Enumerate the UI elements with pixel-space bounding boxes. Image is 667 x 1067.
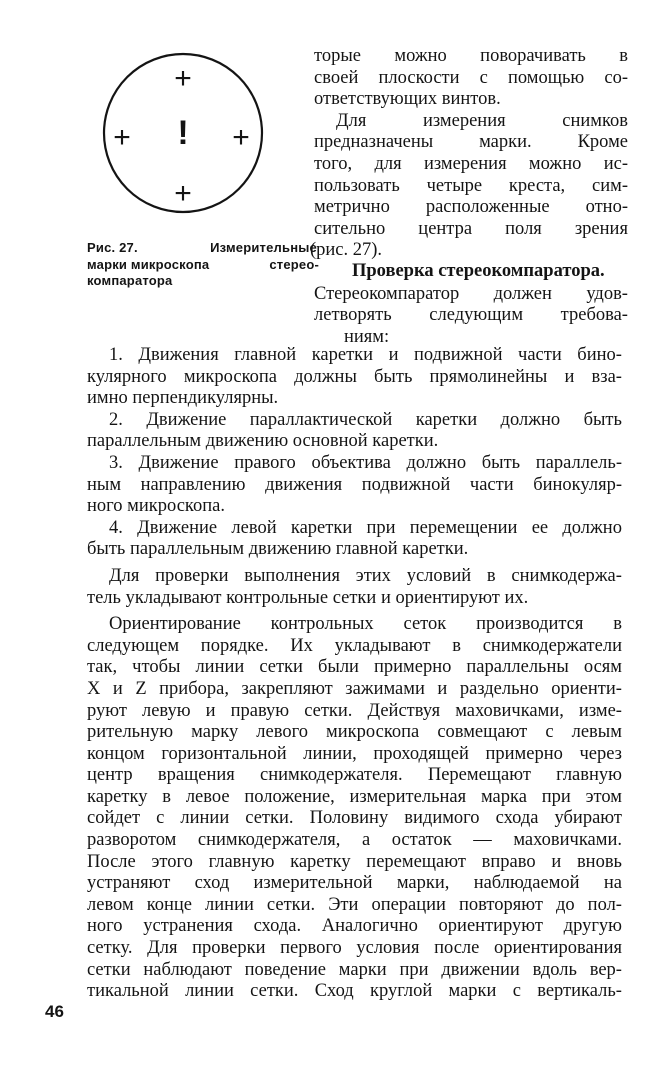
word: бино-: [577, 345, 622, 365]
word: подвижной: [414, 345, 503, 365]
word: тикальной: [87, 981, 169, 1002]
word: снимков: [562, 110, 628, 131]
word: 2.: [109, 409, 123, 430]
body-text-line: [87, 722, 622, 744]
word: можно: [528, 153, 582, 174]
word: снимкодержа-: [511, 565, 622, 586]
word: вращения: [157, 765, 235, 786]
word: этом: [585, 786, 622, 807]
word: левую: [141, 700, 191, 721]
word: проверки: [192, 938, 266, 959]
word: и: [112, 678, 123, 699]
word: при: [399, 959, 429, 980]
word: Движение: [146, 409, 227, 430]
word: микроскопа: [326, 722, 420, 743]
side-text-line: [314, 154, 628, 176]
word: измерительной: [253, 873, 373, 894]
word: вправо: [481, 851, 536, 872]
word: линии: [205, 894, 254, 915]
word: центра: [418, 218, 473, 239]
word: устраняют: [87, 873, 171, 894]
word: быть: [481, 452, 521, 473]
side-text-column: [310, 46, 628, 348]
word: руют: [87, 700, 127, 721]
word: условий: [406, 565, 472, 586]
word: помощью: [507, 67, 585, 88]
body-text-line: [87, 852, 622, 874]
word: подвижной: [361, 474, 451, 495]
word: требова-: [560, 305, 628, 326]
word: круглой: [369, 981, 433, 1002]
word: снимкодержатели: [482, 635, 622, 656]
word: и: [551, 851, 562, 872]
word: в: [452, 635, 461, 656]
word: Ориентирование: [109, 614, 241, 635]
word: линии: [180, 808, 230, 829]
word: метрично: [314, 197, 390, 218]
caption-line-2: [87, 257, 319, 274]
body-text-line: [87, 636, 622, 658]
word: изме-: [578, 700, 622, 721]
side-text-line: ответствующих винтов.: [314, 89, 501, 110]
word: Движения: [138, 345, 219, 365]
body-text-line: [87, 787, 622, 809]
cross-mark-left: +: [113, 121, 131, 154]
word: должно: [406, 452, 467, 473]
word: схода: [495, 808, 539, 829]
word: устранения: [143, 916, 233, 937]
word: центр: [87, 765, 133, 786]
body-text-line: [87, 657, 622, 679]
word: главную: [556, 765, 622, 786]
word: своей: [314, 67, 359, 88]
word: производится: [476, 614, 584, 635]
word: сетки: [259, 657, 303, 678]
side-text-line: ниям:: [344, 326, 390, 347]
word: со-: [604, 67, 628, 88]
word: конце: [146, 894, 193, 915]
word: ис-: [603, 153, 628, 174]
word: линии: [195, 657, 245, 678]
word: измерения: [423, 153, 507, 174]
body-text-line: [87, 410, 622, 432]
word: 3.: [109, 452, 123, 473]
side-text-line: [314, 305, 628, 327]
body-text-line: быть параллельным движению главной каретки.: [87, 539, 469, 560]
word: Стереокомпаратор: [314, 283, 460, 304]
word: ориентируют: [438, 916, 543, 937]
word: концом: [87, 743, 145, 764]
word: вертикаль-: [537, 981, 622, 1002]
word: этого: [151, 851, 193, 872]
word: ориенти-: [551, 678, 622, 699]
word: каретку: [87, 786, 148, 807]
word: каретки: [311, 345, 374, 365]
word: каретку: [290, 851, 351, 872]
body-text-line: тель укладывают контрольные сетки и ориентируют их.: [87, 587, 529, 608]
word: и: [388, 345, 399, 365]
body-text-line: [87, 367, 622, 389]
body-text-line: [87, 938, 622, 960]
body-text-line: [87, 566, 622, 588]
page-number: 46: [45, 1002, 64, 1021]
word: проверки: [155, 565, 229, 586]
word: быть: [583, 409, 622, 430]
word: Перемещают: [427, 765, 531, 786]
word: осям: [583, 657, 622, 678]
word: разворотом: [87, 830, 177, 851]
word: сетки.: [245, 808, 294, 829]
word: перемещают: [366, 851, 466, 872]
word: ее: [531, 517, 549, 538]
word: а: [361, 830, 371, 851]
word: порядке.: [200, 635, 269, 656]
word: линии,: [303, 743, 357, 764]
word: марки: [448, 981, 497, 1002]
word: измерения: [422, 110, 506, 131]
word: должны: [294, 366, 357, 387]
word: поведение: [244, 959, 327, 980]
word: для: [374, 153, 402, 174]
body-text-line: [87, 916, 622, 938]
word: микроскопа: [183, 366, 277, 387]
word: главной: [234, 345, 297, 365]
word: Z: [135, 678, 147, 699]
word: с: [479, 67, 488, 88]
side-text-line: (рис. 27).: [310, 240, 383, 261]
word: с: [512, 981, 521, 1002]
word: горизонтальной: [161, 743, 287, 764]
word: операции: [371, 894, 446, 915]
body-text-line: [87, 765, 622, 787]
word: первого: [280, 938, 342, 959]
word: маховичками,: [455, 700, 564, 721]
body-text-line: ного микроскопа.: [87, 496, 225, 517]
word: были: [317, 657, 359, 678]
figure-caption: [87, 240, 324, 290]
body-text-line: [87, 701, 622, 723]
word: сим-: [592, 175, 628, 196]
word: направлению: [140, 474, 246, 495]
section-heading: Проверка стереокомпаратора.: [352, 260, 605, 281]
word: на: [603, 873, 622, 894]
word: контрольных: [270, 614, 374, 635]
word: ным: [87, 474, 122, 495]
word: наблюдаемой: [473, 873, 580, 894]
center-mark: !: [177, 114, 189, 152]
word: плоскости: [378, 67, 460, 88]
word: рительную: [87, 722, 174, 743]
word: марки: [338, 959, 387, 980]
word: прямолинейны: [429, 366, 548, 387]
cross-mark-bottom: +: [174, 177, 192, 210]
word: поля: [505, 218, 542, 239]
word: остаток: [391, 830, 452, 851]
word: каретки: [290, 517, 353, 538]
caption-label: Рис. 27.: [87, 240, 138, 255]
word: Их: [290, 635, 313, 656]
word: должно: [562, 517, 622, 538]
word: летворять: [314, 305, 392, 326]
word: Для: [336, 110, 367, 131]
word: После: [87, 851, 136, 872]
cross-mark-right: +: [232, 121, 250, 154]
word: закрепляют: [241, 678, 333, 699]
word: следующим: [429, 305, 524, 326]
word: совмещают: [437, 722, 528, 743]
word: Половину: [309, 808, 389, 829]
word: с: [156, 808, 165, 829]
word: в: [619, 46, 628, 66]
word: этих: [355, 565, 391, 586]
word: следующем: [87, 635, 180, 656]
word: и: [205, 700, 216, 721]
body-text-line: [87, 345, 622, 367]
measuring-marks-diagram: [96, 36, 272, 230]
word: сетку.: [87, 938, 133, 959]
word: вновь: [576, 851, 622, 872]
word: кулярного: [87, 366, 167, 387]
caption-word: Измерительные: [210, 240, 317, 255]
word: того,: [314, 153, 353, 174]
side-text-line: [314, 46, 628, 68]
word: примерно: [374, 657, 452, 678]
word: выполнения: [244, 565, 340, 586]
word: линии: [185, 981, 234, 1002]
word: Для: [109, 565, 140, 586]
word: сетки.: [266, 894, 316, 915]
body-text-line: [87, 960, 622, 982]
word: 4.: [109, 517, 123, 538]
word: должен: [493, 283, 552, 304]
cross-mark-top: +: [174, 62, 192, 95]
word: части: [469, 474, 514, 495]
word: видимого: [404, 808, 480, 829]
word: правую: [230, 700, 290, 721]
word: X: [87, 678, 101, 699]
word: убирают: [554, 808, 622, 829]
main-text-body: [87, 345, 622, 1003]
word: зажимами: [345, 678, 425, 699]
body-text-line: имно перпендикулярны.: [87, 388, 279, 409]
word: пользовать: [314, 175, 400, 196]
word: левым: [571, 722, 622, 743]
word: сойдет: [87, 808, 141, 829]
word: Эти: [328, 894, 359, 915]
word: ного: [87, 916, 123, 937]
word: и: [437, 678, 448, 699]
word: движения: [265, 474, 343, 495]
word: снимкодержателя,: [197, 830, 341, 851]
word: в: [486, 565, 496, 586]
word: ориентирования: [493, 938, 622, 959]
word: примерно: [485, 743, 563, 764]
word: сеток: [403, 614, 447, 635]
word: зрения: [574, 218, 628, 239]
word: —: [473, 830, 492, 851]
word: в: [613, 614, 622, 635]
body-text-line: [87, 679, 622, 701]
word: марку: [191, 722, 239, 743]
word: повторяют: [459, 894, 543, 915]
word: в: [162, 786, 172, 807]
side-text-line: [314, 284, 628, 306]
word: Движение: [137, 517, 218, 538]
word: и: [564, 366, 575, 387]
word: четыре: [426, 175, 483, 196]
word: условия: [356, 938, 420, 959]
word: марки.: [479, 132, 532, 153]
body-text-line: [87, 744, 622, 766]
word: параллельны: [466, 657, 569, 678]
word: можно: [394, 46, 447, 66]
side-text-line: [314, 132, 628, 154]
word: маховичками.: [513, 830, 622, 851]
word: Движение: [138, 452, 219, 473]
side-text-line: [314, 197, 628, 219]
body-text-line: [87, 808, 622, 830]
side-text-line: [314, 111, 628, 133]
caption-line-3: компаратора: [87, 273, 173, 288]
word: должно: [500, 409, 561, 430]
word: положение,: [244, 786, 335, 807]
body-text-line: [87, 475, 622, 497]
word: снимкодержателя.: [260, 765, 403, 786]
word: укладывают: [334, 635, 431, 656]
word: креста,: [508, 175, 566, 196]
word: главную: [208, 851, 275, 872]
word: при: [541, 786, 571, 807]
word: пол-: [587, 894, 622, 915]
body-text-line: [87, 830, 622, 852]
caption-line-2b: стерео-: [269, 256, 319, 272]
word: перемещении: [409, 517, 518, 538]
word: с: [545, 722, 554, 743]
word: измерительная: [349, 786, 467, 807]
word: прибора,: [159, 678, 229, 699]
word: марка: [480, 786, 527, 807]
word: сительно: [314, 218, 386, 239]
side-text-line: [314, 68, 628, 90]
word: наблюдают: [143, 959, 232, 980]
word: объектива: [311, 452, 391, 473]
word: вер-: [589, 959, 622, 980]
word: другую: [563, 916, 622, 937]
word: сетки.: [304, 700, 353, 721]
word: предназначены: [314, 132, 434, 153]
body-text-line: [87, 614, 622, 636]
word: левой: [231, 517, 277, 538]
word: раздельно: [459, 678, 539, 699]
word: сетки.: [250, 981, 299, 1002]
word: при: [366, 517, 396, 538]
word: так,: [87, 657, 118, 678]
word: вза-: [591, 366, 622, 387]
word: быть: [374, 366, 413, 387]
word: параллель-: [535, 452, 622, 473]
word: Действуя: [367, 700, 441, 721]
word: левом: [87, 894, 134, 915]
figure-27-measuring-marks: [96, 36, 272, 230]
word: каретки: [415, 409, 478, 430]
body-text-line: параллельным движению основной каретки.: [87, 431, 439, 452]
word: торые: [314, 46, 361, 66]
side-text-line: [314, 176, 628, 198]
word: через: [579, 743, 622, 764]
body-text-line: [87, 453, 622, 475]
body-text-line: [87, 981, 622, 1003]
word: Сход: [314, 981, 354, 1002]
word: 1.: [109, 345, 123, 365]
word: левое: [185, 786, 230, 807]
word: вдоль: [532, 959, 577, 980]
caption-line-1: [87, 240, 317, 257]
word: Для: [147, 938, 178, 959]
body-text-line: [87, 873, 622, 895]
word: проходящей: [373, 743, 469, 764]
body-text-line: [87, 518, 622, 540]
word: движении: [441, 959, 520, 980]
side-text-line: [314, 219, 628, 241]
word: расположенные: [425, 197, 550, 218]
word: после: [434, 938, 480, 959]
word: параллактической: [249, 409, 393, 430]
word: марки,: [396, 873, 450, 894]
word: Кроме: [577, 132, 628, 153]
word: сетки: [87, 959, 131, 980]
body-text-line: [87, 895, 622, 917]
word: удов-: [586, 283, 628, 304]
word: отно-: [585, 197, 628, 218]
word: правого: [234, 452, 296, 473]
word: чтобы: [132, 657, 181, 678]
word: Аналогично: [321, 916, 418, 937]
word: бинокуляр-: [533, 474, 622, 495]
caption-line-2a: марки микроскопа: [87, 256, 210, 272]
word: левого: [256, 722, 308, 743]
word: сход: [194, 873, 230, 894]
word: поворачивать: [480, 46, 586, 66]
word: части: [518, 345, 562, 365]
word: схода.: [253, 916, 302, 937]
word: до: [555, 894, 575, 915]
